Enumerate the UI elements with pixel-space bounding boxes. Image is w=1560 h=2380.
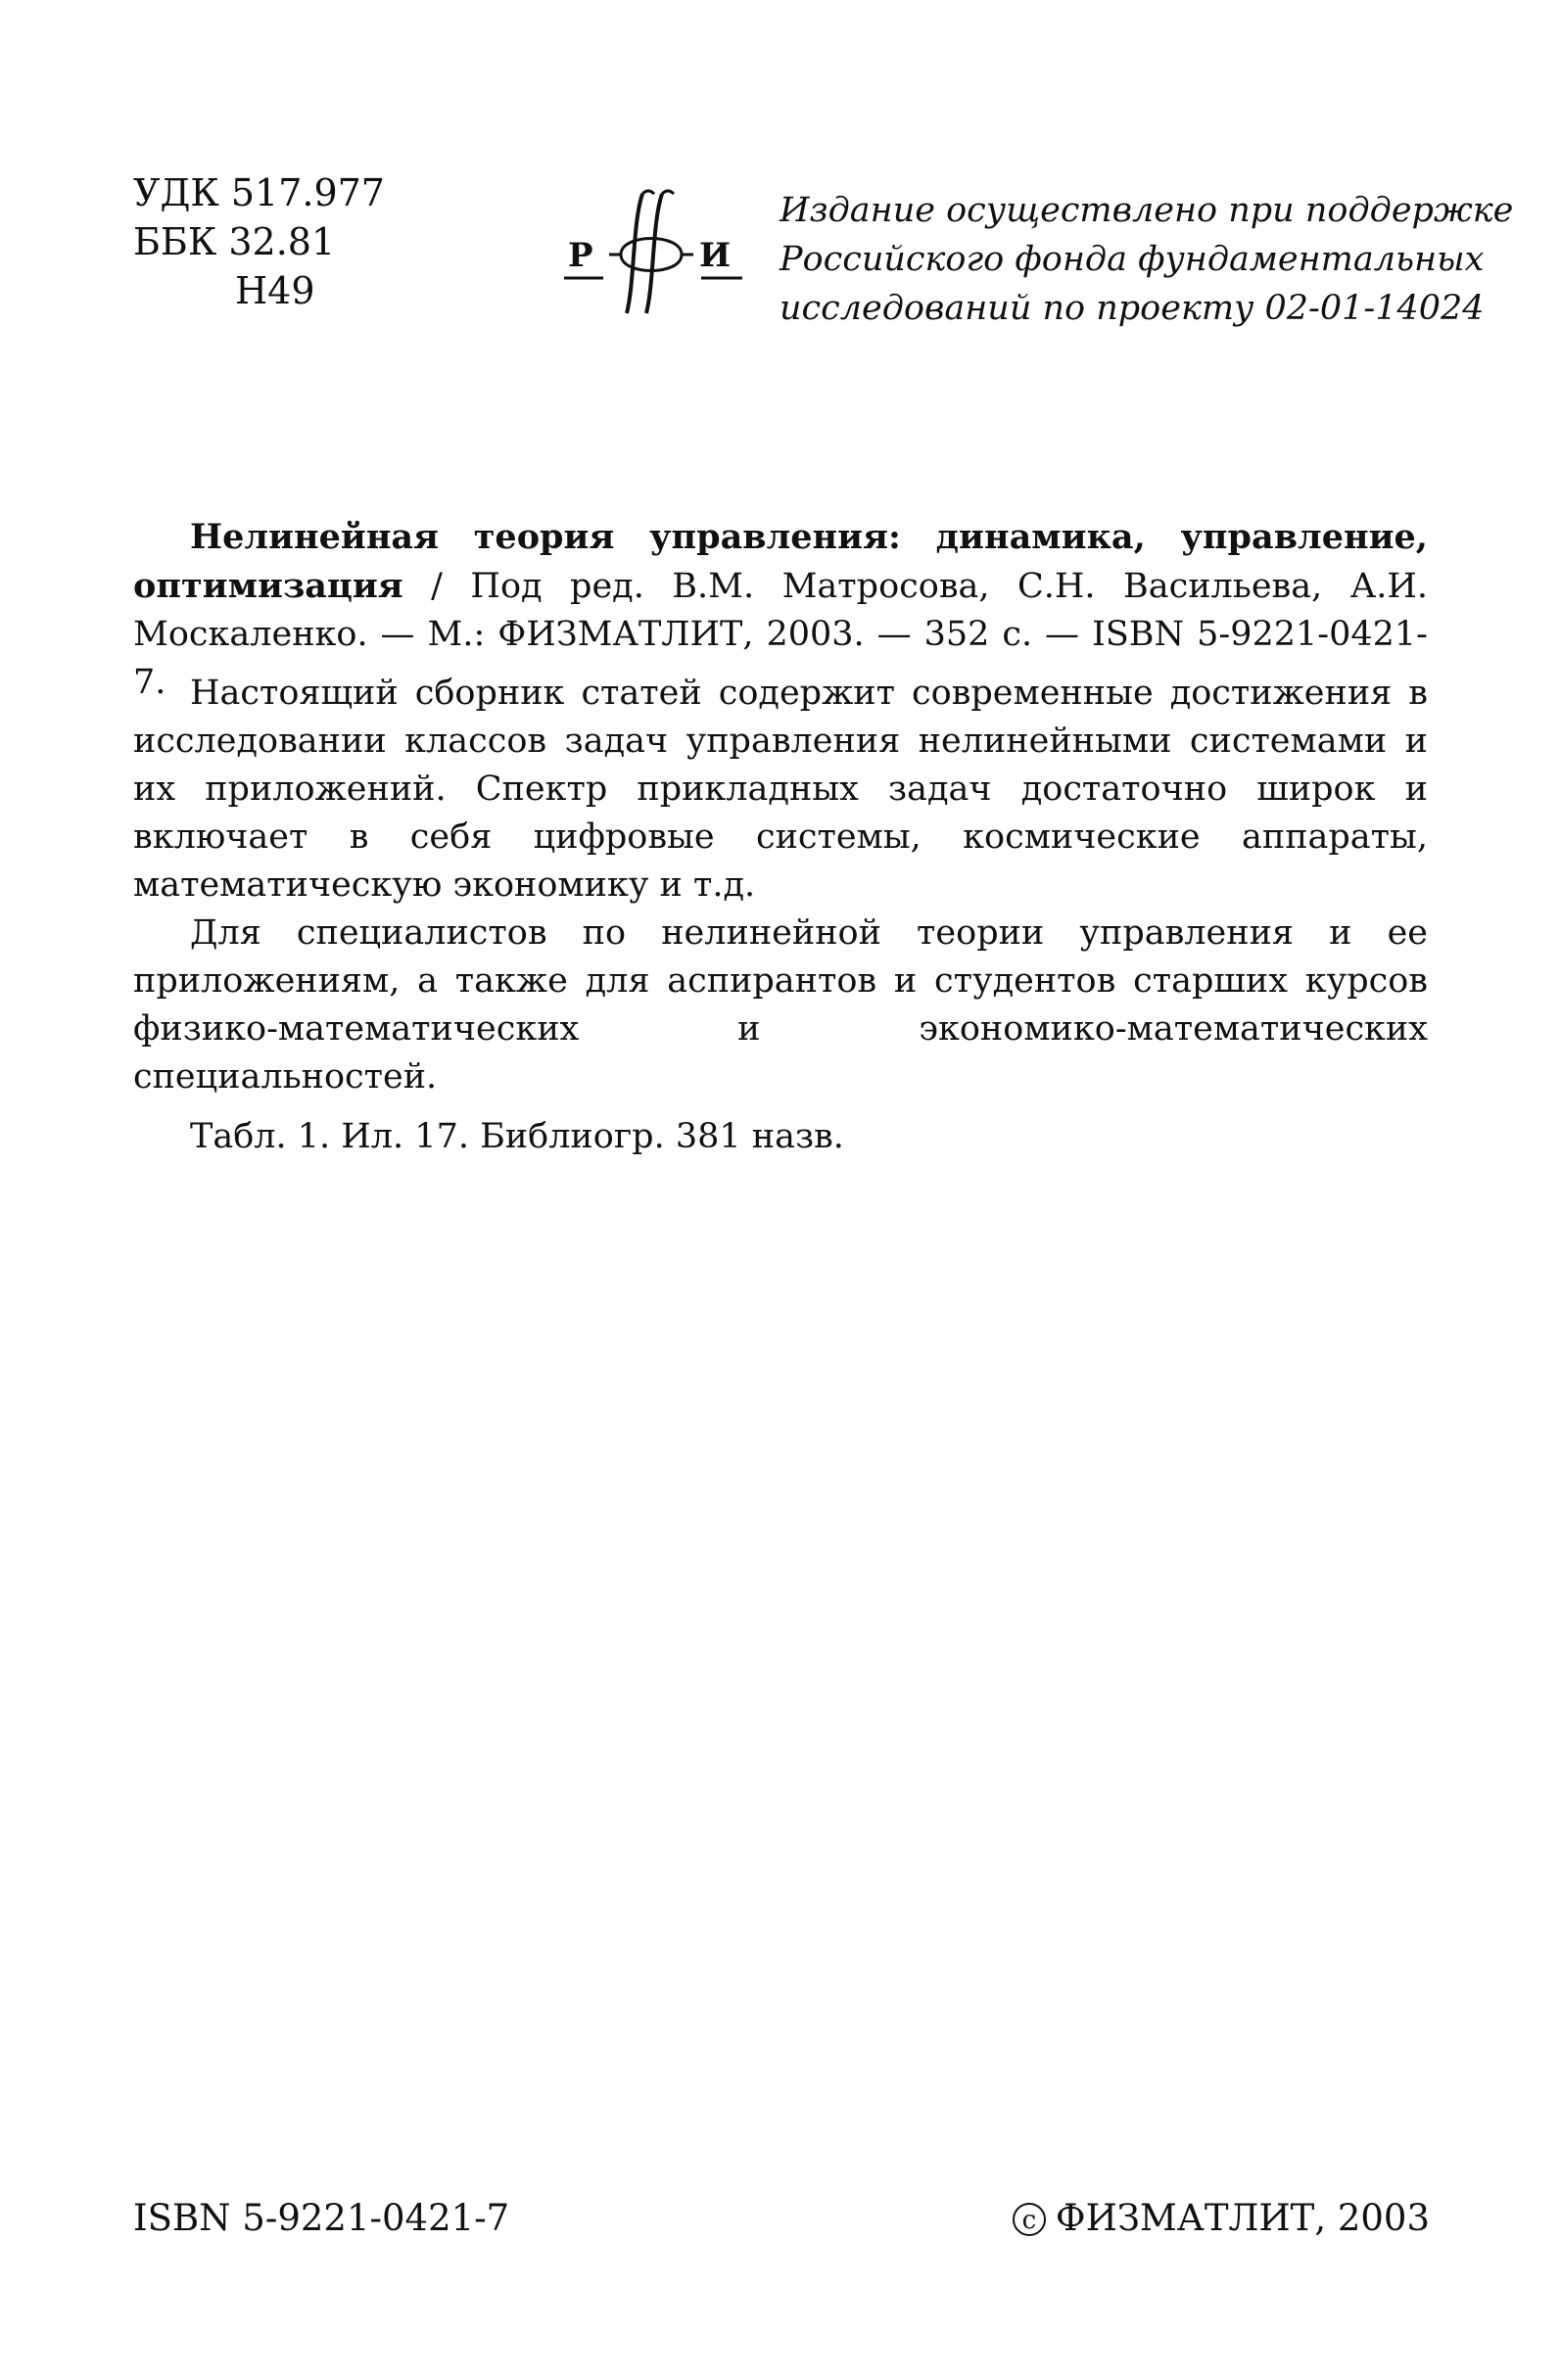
illustration-counts: Табл. 1. Ил. 17. Библиогр. 381 назв.	[190, 1117, 844, 1156]
support-note-line: Российского фонда фундаментальных	[780, 240, 1485, 279]
author-mark: Н49	[235, 269, 315, 312]
book-title: Нелинейная теория управления: динамика, управление, оптимизация	[133, 517, 1428, 606]
classification-codes	[133, 168, 385, 315]
support-note-line: Издание осуществлено при поддержке	[780, 191, 1514, 230]
isbn: ISBN 5-9221-0421-7	[133, 2197, 510, 2239]
abstract	[133, 670, 1428, 1161]
abstract-paragraph: Настоящий сборник статей содержит современные достижения в исследовании классов задач управления нелинейными системами и их приложений. Спектр прикладных задач достаточно широк и включает в себя цифровые системы, космические аппараты, математическую экономику и т.д.	[133, 674, 1428, 905]
bibliographic-details: / Под ред. В.М. Матросова, С.Н. Васильева, А.И. Москаленко. — М.: ФИЗМАТЛИТ, 2003. — 352 с. — ISBN 5-9221-0421-7.	[133, 567, 1428, 702]
support-note-line: исследований по проекту 02-01-14024	[780, 289, 1485, 328]
bbk-code: ББК 32.81	[133, 220, 336, 263]
audience-paragraph: Для специалистов по нелинейной теории управления и ее приложениям, а также для аспирантов и студентов старших курсов физико-математических и экономико-математических специальностей.	[133, 913, 1428, 1097]
copyright-icon: c	[1013, 2203, 1046, 2236]
rfbr-logo-icon	[560, 184, 748, 321]
support-note	[780, 186, 1514, 333]
logo-letter-right: И	[699, 236, 732, 275]
copyright-holder: ФИЗМАТЛИТ, 2003	[1055, 2197, 1430, 2239]
logo-letter-left: Р	[568, 236, 593, 275]
copyright	[1013, 2197, 1430, 2239]
udk-code: УДК 517.977	[133, 171, 385, 214]
